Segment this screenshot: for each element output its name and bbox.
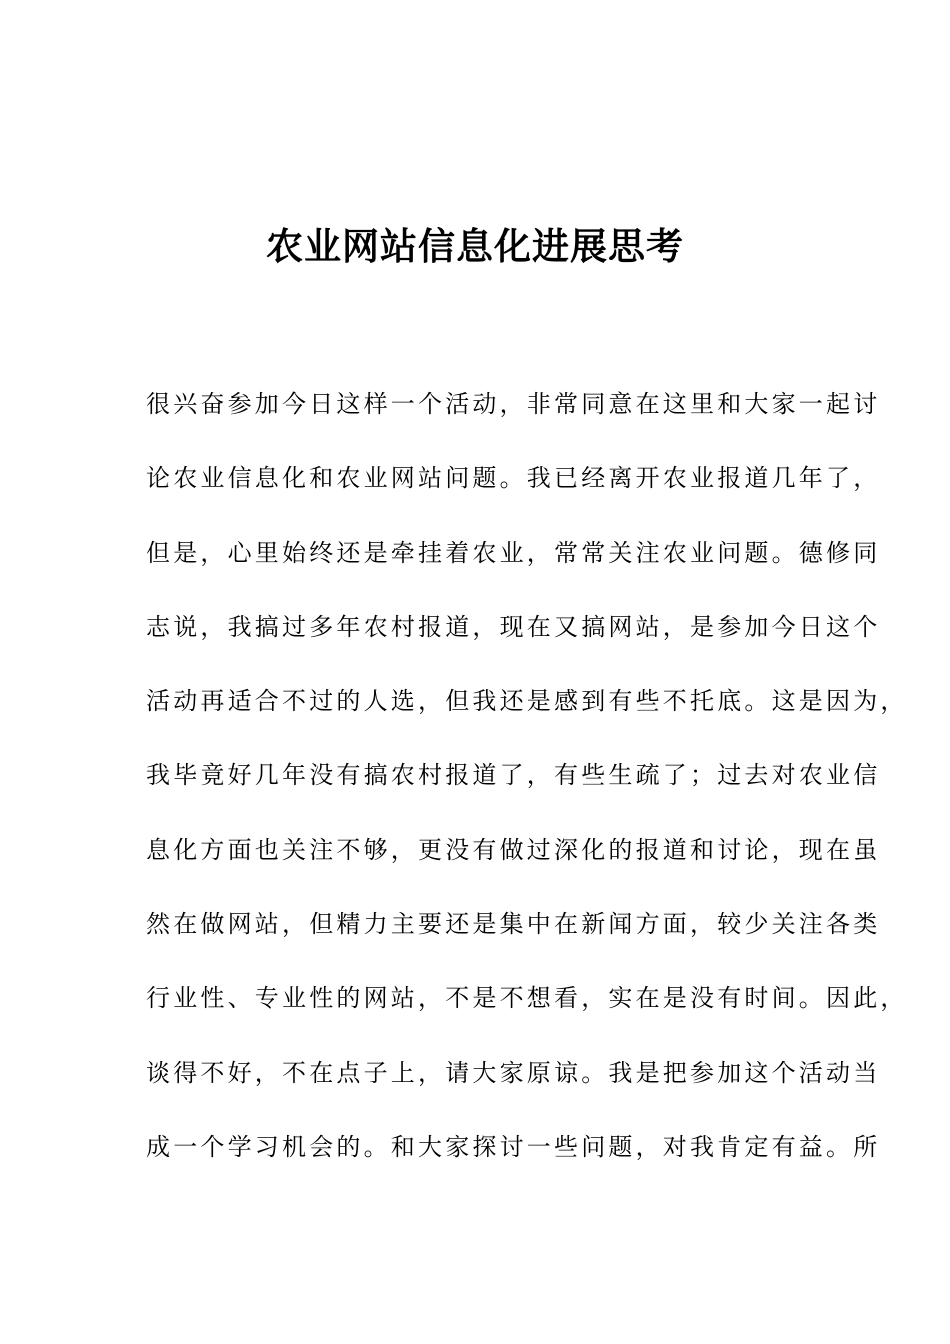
text-line: 论农业信息化和农业网站问题。我已经离开农业报道几年了， — [146, 464, 881, 493]
text-line: 活动再适合不过的人选，但我还是感到有些不托底。这是因为， — [146, 687, 908, 716]
text-line: 志说，我搞过多年农村报道，现在又搞网站，是参加今日这个 — [146, 612, 881, 641]
text-line: 成一个学习机会的。和大家探讨一些问题，对我肯定有益。所 — [146, 1132, 881, 1161]
text-line: 然在做网站，但精力主要还是集中在新闻方面，较少关注各类 — [146, 910, 881, 939]
text-line: 但是，心里始终还是牵挂着农业，常常关注农业问题。德修同 — [146, 538, 881, 567]
text-line: 很兴奋参加今日这样一个活动，非常同意在这里和大家一起讨 — [146, 390, 881, 418]
text-line: 谈得不好，不在点子上，请大家原谅。我是把参加这个活动当 — [146, 1058, 881, 1087]
text-line: 我毕竟好几年没有搞农村报道了，有些生疏了；过去对农业信 — [146, 761, 881, 790]
page-title: 农业网站信息化进展思考 — [266, 225, 684, 268]
text-line: 行业性、专业性的网站，不是不想看，实在是没有时间。因此， — [146, 984, 908, 1013]
text-line: 息化方面也关注不够，更没有做过深化的报道和讨论，现在虽 — [146, 835, 881, 864]
body-text — [146, 381, 908, 1198]
